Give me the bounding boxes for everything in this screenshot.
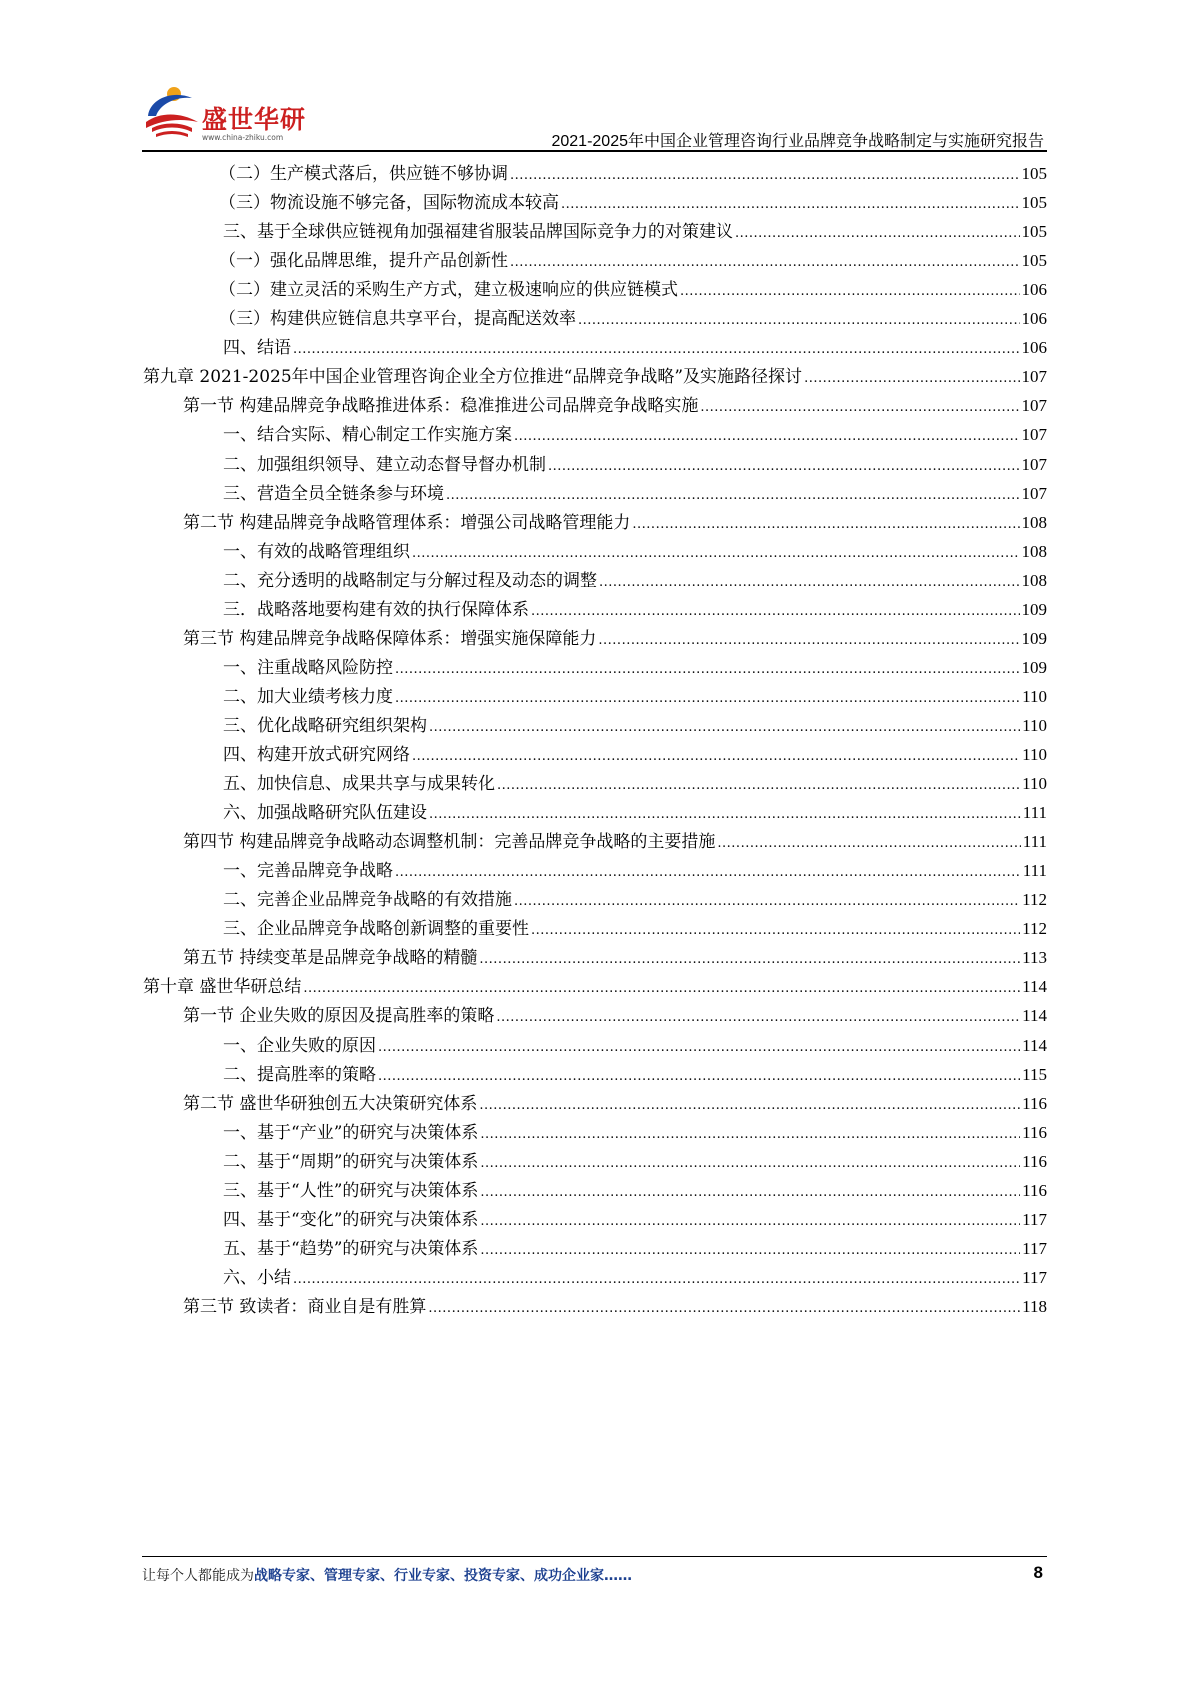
toc-entry-page: 106 xyxy=(1021,309,1047,329)
toc-entry-page: 106 xyxy=(1021,338,1047,358)
toc-entry-page: 111 xyxy=(1022,832,1047,852)
toc-entry[interactable] xyxy=(183,1002,1047,1030)
toc-entry[interactable] xyxy=(223,915,1047,943)
toc-entry-title: 三．战略落地要构建有效的执行保障体系 xyxy=(223,599,529,620)
toc-leader-dots xyxy=(598,627,1019,655)
toc-entry-page: 110 xyxy=(1022,745,1047,764)
toc-entry-page: 105 xyxy=(1021,222,1047,242)
toc-entry-title: 一、完善品牌竞争战略 xyxy=(223,861,393,882)
toc-entry-title: 第九章 2021-2025年中国企业管理咨询企业全方位推进“品牌竞争战略”及实施路径探讨 xyxy=(143,367,803,388)
toc-entry-title: 一、注重战略风险防控 xyxy=(223,657,393,678)
toc-entry[interactable] xyxy=(223,451,1047,479)
toc-entry-page: 116 xyxy=(1022,1122,1047,1142)
toc-entry[interactable] xyxy=(183,625,1047,653)
toc-entry-page: 118 xyxy=(1022,1296,1047,1316)
toc-entry-page: 114 xyxy=(1022,1035,1047,1055)
toc-entry-title: 六、小结 xyxy=(223,1267,291,1288)
page-number: 8 xyxy=(1033,1563,1043,1582)
toc-entry-title: 二、提高胜率的策略 xyxy=(223,1064,376,1085)
toc-entry-page: 117 xyxy=(1022,1267,1047,1287)
toc-leader-dots xyxy=(293,1266,1020,1294)
toc-entry-page: 105 xyxy=(1021,193,1047,213)
toc-leader-dots xyxy=(480,1121,1020,1149)
toc-entry[interactable] xyxy=(223,538,1047,566)
toc-entry-title: 一、企业失败的原因 xyxy=(223,1035,376,1056)
toc-entry[interactable] xyxy=(143,973,1047,1001)
toc-entry[interactable] xyxy=(183,828,1047,856)
toc-entry[interactable] xyxy=(219,160,1047,188)
toc-leader-dots xyxy=(510,249,1020,277)
toc-entry[interactable] xyxy=(183,944,1047,972)
toc-leader-dots xyxy=(497,772,1020,800)
toc-entry-page: 111 xyxy=(1022,803,1047,823)
toc-entry-title: 六、加强战略研究队伍建设 xyxy=(223,803,427,824)
toc-entry-title: 四、结语 xyxy=(223,338,291,359)
toc-leader-dots xyxy=(429,714,1020,742)
toc-leader-dots xyxy=(480,1179,1020,1207)
toc-entry-title: 第二节 盛世华研独创五大决策研究体系 xyxy=(183,1093,478,1114)
toc-entry[interactable] xyxy=(223,218,1047,246)
toc-leader-dots xyxy=(510,162,1020,190)
toc-entry[interactable] xyxy=(223,1206,1047,1234)
toc-entry[interactable] xyxy=(223,1264,1047,1292)
toc-leader-dots xyxy=(378,1034,1020,1062)
toc-entry-page: 112 xyxy=(1022,890,1047,910)
toc-entry-title: 三、营造全员全链条参与环境 xyxy=(223,483,444,504)
toc-entry-title: 第三节 构建品牌竞争战略保障体系：增强实施保障能力 xyxy=(183,628,597,649)
toc-entry[interactable] xyxy=(223,1119,1047,1147)
toc-entry-title: 第一节 企业失败的原因及提高胜率的策略 xyxy=(183,1006,495,1027)
toc-entry-title: （三）构建供应链信息共享平台，提高配送效率 xyxy=(219,309,576,330)
toc-entry[interactable] xyxy=(223,1061,1047,1089)
toc-entry[interactable] xyxy=(223,886,1047,914)
toc-leader-dots xyxy=(395,685,1020,713)
toc-entry-title: 三、基于“人性”的研究与决策体系 xyxy=(223,1180,479,1201)
toc-entry-title: 四、基于“变化”的研究与决策体系 xyxy=(223,1209,479,1230)
toc-entry-page: 109 xyxy=(1021,599,1047,619)
toc-leader-dots xyxy=(561,191,1020,219)
toc-entry-title: 四、构建开放式研究网络 xyxy=(223,745,410,765)
toc-entry-title: （二）生产模式落后，供应链不够协调 xyxy=(219,164,508,184)
toc-entry[interactable] xyxy=(223,1177,1047,1205)
toc-entry-page: 116 xyxy=(1022,1151,1047,1171)
toc-entry-page: 110 xyxy=(1022,686,1047,706)
toc-entry-title: 第一节 构建品牌竞争战略推进体系：稳准推进公司品牌竞争战略实施 xyxy=(183,396,699,417)
toc-entry-title: 二、加大业绩考核力度 xyxy=(223,686,393,707)
toc-entry-page: 114 xyxy=(1022,1006,1047,1026)
toc-entry-page: 107 xyxy=(1021,396,1047,416)
brand-logo xyxy=(140,82,315,152)
toc-leader-dots xyxy=(717,830,1020,858)
toc-leader-dots xyxy=(293,336,1020,364)
toc-leader-dots xyxy=(700,394,1019,422)
brand-name: 盛世华研 xyxy=(202,105,307,134)
toc-leader-dots xyxy=(412,540,1020,568)
toc-entry[interactable] xyxy=(223,857,1047,885)
toc-entry-title: 第三节 致读者：商业自是有胜算 xyxy=(183,1296,427,1317)
toc-entry-page: 117 xyxy=(1022,1238,1047,1258)
toc-entry-page: 110 xyxy=(1022,774,1047,794)
toc-leader-dots xyxy=(412,743,1020,771)
toc-entry-title: 五、基于“趋势”的研究与决策体系 xyxy=(223,1238,479,1259)
toc-entry[interactable] xyxy=(219,189,1047,217)
toc-entry[interactable] xyxy=(223,334,1047,362)
toc-entry-page: 107 xyxy=(1021,425,1047,445)
toc-entry-page: 110 xyxy=(1022,715,1047,735)
toc-entry[interactable] xyxy=(223,654,1047,682)
toc-entry-page: 116 xyxy=(1022,1093,1047,1113)
brand-url: www.china-zhiku.com xyxy=(202,133,284,142)
toc-entry-title: （一）强化品牌思维，提升产品创新性 xyxy=(219,251,508,272)
toc-entry[interactable] xyxy=(223,1032,1047,1060)
toc-entry-title: 三、企业品牌竞争战略创新调整的重要性 xyxy=(223,919,529,940)
toc-leader-dots xyxy=(531,917,1020,945)
toc-entry-title: 二、完善企业品牌竞争战略的有效措施 xyxy=(223,890,512,911)
toc-leader-dots xyxy=(680,278,1020,306)
toc-entry-page: 111 xyxy=(1022,861,1047,881)
toc-leader-dots xyxy=(496,1004,1020,1032)
toc-entry[interactable] xyxy=(223,421,1047,449)
toc-entry-page: 109 xyxy=(1021,657,1047,677)
toc-leader-dots xyxy=(428,1295,1020,1323)
toc-leader-dots xyxy=(514,423,1020,451)
toc-leader-dots xyxy=(514,888,1020,916)
toc-entry[interactable] xyxy=(183,392,1047,420)
toc-entry[interactable] xyxy=(223,1235,1047,1263)
toc-entry-page: 108 xyxy=(1021,541,1047,561)
toc-entry-page: 107 xyxy=(1021,454,1047,474)
toc-entry-page: 117 xyxy=(1022,1209,1047,1229)
toc-leader-dots xyxy=(578,307,1020,335)
toc-entry-page: 106 xyxy=(1021,280,1047,300)
toc-leader-dots xyxy=(395,859,1021,887)
toc-entry[interactable] xyxy=(223,567,1047,595)
toc-leader-dots xyxy=(429,801,1021,829)
toc-entry[interactable] xyxy=(223,799,1047,827)
toc-entry-title: 一、结合实际、精心制定工作实施方案 xyxy=(223,425,512,446)
toc-entry-page: 114 xyxy=(1022,977,1047,997)
toc-leader-dots xyxy=(632,511,1019,539)
toc-entry-title: 二、加强组织领导、建立动态督导督办机制 xyxy=(223,454,546,475)
toc-leader-dots xyxy=(479,1092,1020,1120)
toc-entry[interactable] xyxy=(219,276,1047,304)
toc-leader-dots xyxy=(303,975,1020,1003)
toc-entry-title: 三、基于全球供应链视角加强福建省服装品牌国际竞争力的对策建议 xyxy=(223,222,733,243)
brand-logo-icon xyxy=(140,82,204,146)
toc-entry[interactable] xyxy=(219,305,1047,333)
toc-entry[interactable] xyxy=(143,363,1047,391)
toc-entry-title: 二、充分透明的战略制定与分解过程及动态的调整 xyxy=(223,570,597,591)
toc-entry-page: 109 xyxy=(1021,628,1047,648)
slogan-lead: 让每个人都能成为 xyxy=(142,1568,254,1584)
toc-entry-title: 第十章 盛世华研总结 xyxy=(143,977,302,998)
toc-entry[interactable] xyxy=(183,1090,1047,1118)
toc-leader-dots xyxy=(548,453,1020,481)
toc-entry-title: 第五节 持续变革是品牌竞争战略的精髓 xyxy=(183,948,478,969)
toc-entry-page: 105 xyxy=(1021,251,1047,271)
toc-leader-dots xyxy=(531,598,1020,626)
toc-entry[interactable] xyxy=(183,1293,1047,1321)
toc-leader-dots xyxy=(395,656,1020,684)
toc-entry-title: 一、基于“产业”的研究与决策体系 xyxy=(223,1122,479,1143)
toc-entry[interactable] xyxy=(223,770,1047,798)
toc-leader-dots xyxy=(378,1063,1020,1091)
toc-leader-dots xyxy=(446,482,1020,510)
toc-entry-page: 116 xyxy=(1022,1180,1047,1200)
toc-entry[interactable] xyxy=(223,683,1047,711)
toc-entry-title: （三）物流设施不够完备，国际物流成本较高 xyxy=(219,193,559,214)
toc-entry-title: （二）建立灵活的采购生产方式，建立极速响应的供应链模式 xyxy=(219,280,678,301)
toc-entry-title: 二、基于“周期”的研究与决策体系 xyxy=(223,1151,479,1172)
toc-entry[interactable] xyxy=(219,247,1047,275)
toc-entry-page: 115 xyxy=(1022,1064,1047,1084)
toc-entry[interactable] xyxy=(223,712,1047,740)
toc-leader-dots xyxy=(480,1150,1020,1178)
toc-entry-page: 107 xyxy=(1021,367,1047,387)
header-divider xyxy=(142,150,1047,152)
toc-entry[interactable] xyxy=(223,1148,1047,1176)
toc-entry-page: 108 xyxy=(1021,570,1047,590)
report-title: 2021-2025年中国企业管理咨询行业品牌竞争战略制定与实施研究报告 xyxy=(551,133,1044,150)
toc-entry-page: 107 xyxy=(1021,483,1047,503)
toc-entry-title: 一、有效的战略管理组织 xyxy=(223,541,410,562)
toc-leader-dots xyxy=(735,220,1020,248)
slogan-emphasis: 战略专家、管理专家、行业专家、投资专家、成功企业家…… xyxy=(254,1568,632,1584)
toc-entry[interactable] xyxy=(183,509,1047,537)
toc-leader-dots xyxy=(480,1208,1020,1236)
toc-entry-title: 第二节 构建品牌竞争战略管理体系：增强公司战略管理能力 xyxy=(183,512,631,533)
toc-entry-page: 108 xyxy=(1021,512,1047,532)
footer-slogan xyxy=(142,1565,632,1585)
toc-leader-dots xyxy=(479,946,1020,974)
toc-leader-dots xyxy=(804,365,1019,393)
toc-entry-title: 第四节 构建品牌竞争战略动态调整机制：完善品牌竞争战略的主要措施 xyxy=(183,832,716,853)
toc-entry-title: 五、加快信息、成果共享与成果转化 xyxy=(223,774,495,795)
toc-leader-dots xyxy=(480,1237,1020,1265)
toc-entry-page: 113 xyxy=(1022,948,1047,968)
toc-entry[interactable] xyxy=(223,741,1047,769)
toc-entry-page: 112 xyxy=(1022,919,1047,939)
toc-entry-page: 105 xyxy=(1021,164,1047,183)
toc-entry[interactable] xyxy=(223,480,1047,508)
footer-divider xyxy=(142,1556,1047,1557)
toc-entry-title: 三、优化战略研究组织架构 xyxy=(223,715,427,736)
toc-entry[interactable] xyxy=(223,596,1047,624)
toc-leader-dots xyxy=(599,569,1020,597)
